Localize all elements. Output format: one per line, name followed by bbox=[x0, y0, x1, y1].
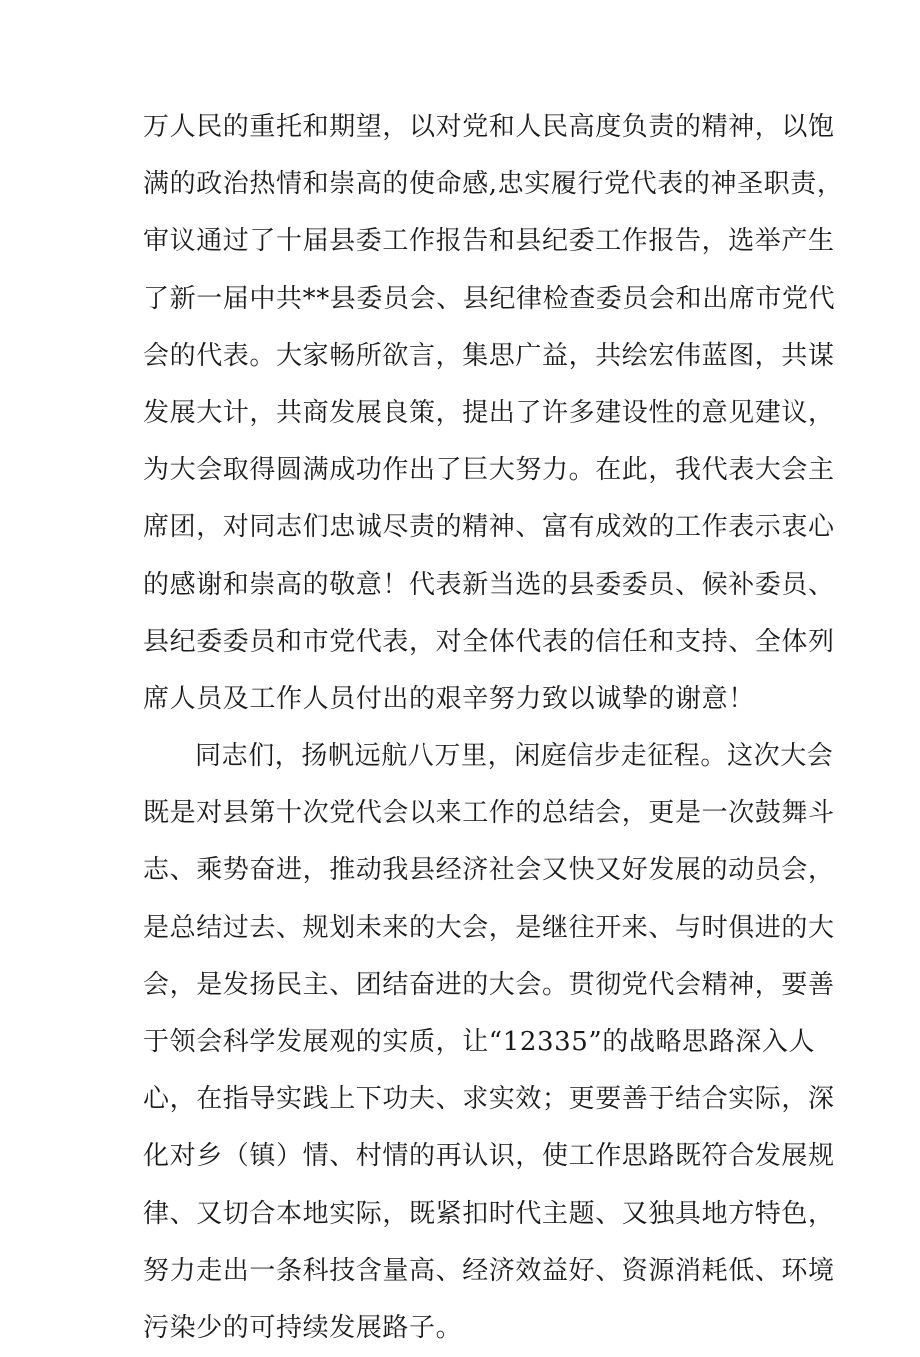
text-line: 县纪委委员和市党代表，对全体代表的信任和支持、全体列 bbox=[143, 626, 835, 657]
text-line: 是总结过去、规划未来的大会，是继往开来、与时俱进的大 bbox=[143, 912, 835, 943]
text-line: 既是对县第十次党代会以来工作的总结会，更是一次鼓舞斗 bbox=[143, 798, 835, 829]
text-line: 发展大计，共商发展良策，提出了许多建设性的意见建议， bbox=[143, 397, 835, 428]
text-line: 志、乘势奋进，推动我县经济社会又快又好发展的动员会， bbox=[143, 855, 835, 886]
text-line: 于领会科学发展观的实质，让“12335”的战略思路深入人 bbox=[143, 1027, 816, 1057]
text-line: 审议通过了十届县委工作报告和县纪委工作报告，选举产生 bbox=[143, 226, 835, 257]
text-line: 满的政治热情和崇高的使命感,忠实履行党代表的神圣职责， bbox=[143, 169, 844, 200]
paragraph-1 bbox=[143, 99, 844, 728]
text-line: 万人民的重托和期望，以对党和人民高度负责的精神，以饱 bbox=[143, 112, 835, 142]
text-line: 污染少的可持续发展路子。 bbox=[143, 1312, 463, 1343]
text-line: 化对乡（镇）情、村情的再认识，使工作思路既符合发展规 bbox=[143, 1141, 835, 1172]
paragraph-2 bbox=[143, 728, 835, 1357]
text-line: 努力走出一条科技含量高、经济效益好、资源消耗低、环境 bbox=[143, 1255, 835, 1286]
document-body bbox=[143, 99, 844, 1357]
text-line: 会，是发扬民主、团结奋进的大会。贯彻党代会精神，要善 bbox=[143, 969, 835, 1000]
text-line-indented: 同志们，扬帆远航八万里，闲庭信步走征程。这次大会 bbox=[195, 741, 834, 772]
text-line: 会的代表。大家畅所欲言，集思广益，共绘宏伟蓝图，共谋 bbox=[143, 340, 835, 371]
text-line: 的感谢和崇高的敬意！代表新当选的县委委员、候补委员、 bbox=[143, 569, 835, 600]
text-line: 席团，对同志们忠诚尽责的精神、富有成效的工作表示衷心 bbox=[143, 512, 835, 543]
text-line: 为大会取得圆满成功作出了巨大努力。在此，我代表大会主 bbox=[143, 455, 835, 486]
text-line: 席人员及工作人员付出的艰辛努力致以诚挚的谢意！ bbox=[143, 683, 755, 714]
text-line: 了新一届中共**县委员会、县纪律检查委员会和出席市党代 bbox=[143, 283, 836, 314]
text-line: 心，在指导实践上下功夫、求实效；更要善于结合实际，深 bbox=[143, 1084, 835, 1115]
text-line: 律、又切合本地实际，既紧扣时代主题、又独具地方特色， bbox=[143, 1198, 835, 1229]
